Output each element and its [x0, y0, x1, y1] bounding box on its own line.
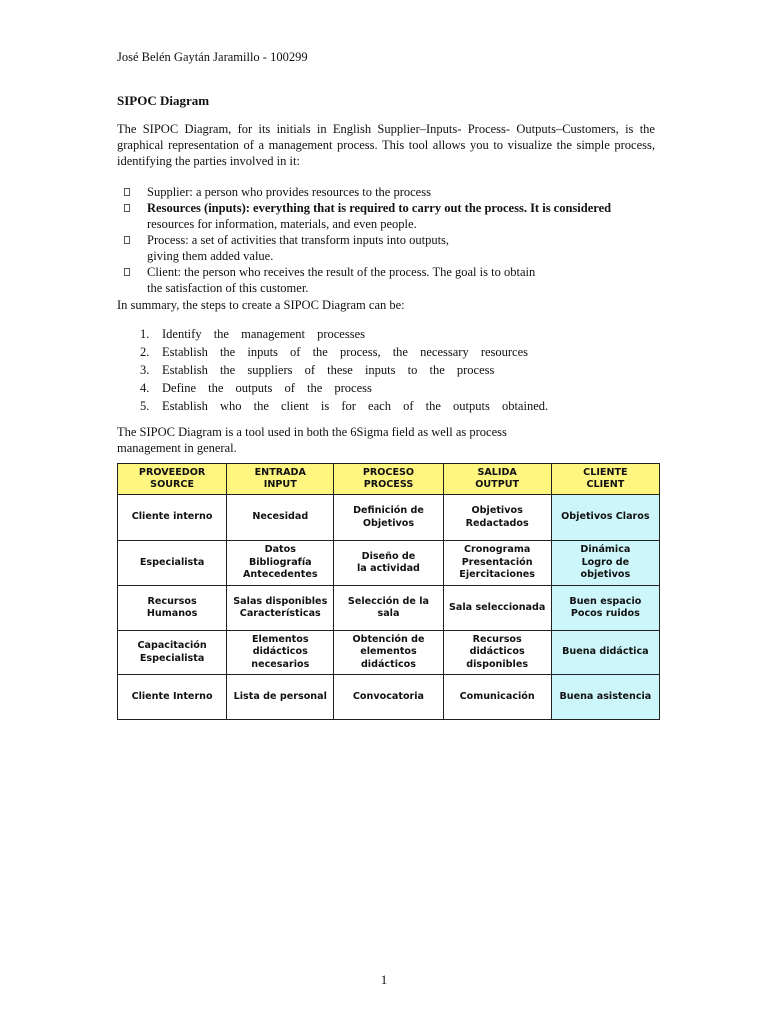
cell-text: Recursos — [472, 633, 522, 645]
column-header — [334, 464, 443, 495]
step-number: 2. — [140, 345, 150, 359]
column-header — [227, 464, 334, 495]
cell-text: Cronograma — [463, 544, 531, 556]
table-cell — [334, 586, 443, 631]
header-label: PROCESO — [362, 466, 415, 478]
table-cell — [227, 586, 334, 631]
list-item — [124, 200, 664, 232]
intro-paragraph: The SIPOC Diagram, for its initials in English Supplier–Inputs- Process- Outputs–Customers, is the graphical representation of a management process. This tool allows you to visualize the simple process, identifying the parties involved in it: — [117, 122, 655, 168]
cell-text: objetivos — [580, 569, 631, 581]
bullet-text: resources for information, materials, and even people. — [147, 217, 417, 231]
cell-text: Bibliografía — [248, 556, 312, 568]
step-number: 3. — [140, 363, 150, 377]
step-text: Establish the suppliers of these inputs to the process — [162, 363, 495, 377]
header-label: CLIENTE — [583, 466, 628, 478]
bullet-text: Process: a set of activities that transform inputs into outputs, — [147, 233, 450, 247]
summary-text: In summary, the steps to create a SIPOC Diagram can be: — [117, 298, 405, 312]
table-cell — [118, 675, 227, 720]
header-label: SALIDA — [477, 466, 517, 478]
table-cell — [227, 631, 334, 675]
table-cell — [443, 586, 551, 631]
list-item — [140, 361, 548, 379]
table-cell — [443, 675, 551, 720]
cell-text: la actividad — [357, 563, 420, 574]
table-header-row — [118, 464, 660, 495]
header-label: OUTPUT — [475, 479, 520, 490]
cell-text: Sala seleccionada — [448, 601, 546, 613]
table-body — [118, 495, 660, 720]
step-number: 4. — [140, 381, 150, 395]
cell-text: Humanos — [146, 608, 198, 619]
cell-text: Recursos — [147, 595, 197, 607]
header-label: PROVEEDOR — [138, 466, 206, 478]
table-cell — [443, 631, 551, 675]
cell-text: Cliente Interno — [131, 690, 213, 702]
cell-text: Lista de personal — [233, 690, 327, 702]
sipoc-table — [117, 463, 660, 720]
cell-text: Definición de — [353, 505, 424, 516]
list-item — [124, 184, 664, 200]
cell-text: Obtención de — [352, 633, 425, 645]
step-text: Establish who the client is for each of the outputs obtained. — [162, 399, 549, 413]
header-label: CLIENT — [586, 479, 625, 490]
cell-text: Diseño de — [361, 550, 416, 562]
step-text: Define the outputs of the process — [162, 381, 372, 395]
bullet-icon — [124, 204, 130, 212]
cell-text: Objetivos Claros — [561, 511, 650, 523]
table-cell — [443, 541, 551, 586]
bullet-text: Supplier: a person who provides resources to the process — [147, 185, 431, 199]
table-cell — [118, 541, 227, 586]
bullet-bold-text: Resources (inputs): everything that is required to carry out the process. It is considered — [147, 201, 612, 215]
table-row — [118, 675, 660, 720]
cell-text: Redactados — [465, 517, 529, 529]
table-cell — [551, 586, 659, 631]
step-number: 5. — [140, 399, 150, 413]
cell-text: Selección de la — [347, 595, 430, 607]
list-item — [124, 232, 664, 264]
table-cell — [551, 495, 659, 541]
header-label: SOURCE — [150, 479, 195, 490]
cell-text: didácticos — [252, 646, 308, 658]
table-cell — [227, 495, 334, 541]
author-line: José Belén Gaytán Jaramillo - 100299 — [117, 50, 308, 64]
cell-text: Logro de — [581, 556, 630, 568]
cell-text: Ejercitaciones — [459, 569, 536, 581]
table-cell — [443, 495, 551, 541]
bullet-icon — [124, 236, 130, 244]
table-cell — [334, 675, 443, 720]
table-cell — [551, 675, 659, 720]
cell-text: Especialista — [139, 556, 205, 568]
cell-text: Buena didáctica — [562, 646, 649, 658]
cell-text: Convocatoria — [352, 690, 425, 702]
cell-text: sala — [377, 608, 400, 619]
cell-text: Pocos ruidos — [570, 608, 640, 619]
cell-text: Cliente interno — [131, 511, 213, 523]
table-cell — [227, 675, 334, 720]
cell-text: Buena asistencia — [559, 690, 652, 702]
cell-text: necesarios — [251, 658, 310, 670]
cell-text: Presentación — [461, 556, 533, 568]
list-item — [124, 264, 664, 296]
bullet-text: Client: the person who receives the result of the process. The goal is to obtain — [147, 265, 536, 279]
column-header — [118, 464, 227, 495]
bullet-text: giving them added value. — [147, 249, 274, 263]
cell-text: Antecedentes — [243, 569, 318, 581]
cell-text: Salas disponibles — [233, 595, 328, 607]
cell-text: didácticos — [360, 658, 416, 670]
definitions-list — [124, 184, 664, 296]
table-cell — [118, 586, 227, 631]
cell-text: didácticos — [469, 646, 525, 658]
cell-text: Objetivos — [362, 517, 415, 529]
table-row — [118, 495, 660, 541]
bullet-text: the satisfaction of this customer. — [147, 281, 309, 295]
column-header — [443, 464, 551, 495]
closing-text: The SIPOC Diagram is a tool used in both the 6Sigma field as well as process management in general. — [117, 425, 507, 455]
table-row — [118, 631, 660, 675]
list-item — [140, 325, 548, 343]
list-item — [140, 397, 548, 415]
list-item — [140, 379, 548, 397]
table-cell — [551, 631, 659, 675]
page-number: 1 — [380, 972, 388, 987]
section-title: SIPOC Diagram — [117, 93, 210, 108]
cell-text: Comunicación — [459, 690, 535, 702]
table-cell — [334, 541, 443, 586]
cell-text: Especialista — [139, 652, 205, 664]
cell-text: Objetivos — [471, 505, 523, 516]
cell-text: disponibles — [466, 658, 529, 670]
table-cell — [334, 495, 443, 541]
bullet-icon — [124, 268, 130, 276]
steps-list — [140, 325, 548, 415]
table-row — [118, 586, 660, 631]
cell-text: Buen espacio — [569, 595, 642, 607]
cell-text: elementos — [360, 646, 417, 658]
table-row — [118, 541, 660, 586]
table-cell — [118, 631, 227, 675]
header-label: PROCESS — [363, 479, 414, 490]
bullet-icon — [124, 188, 130, 196]
table-cell — [118, 495, 227, 541]
list-item — [140, 343, 548, 361]
cell-text: Elementos — [251, 633, 309, 645]
column-header — [551, 464, 659, 495]
header-label: INPUT — [263, 479, 297, 490]
step-text: Establish the inputs of the process, the necessary resources — [162, 345, 529, 359]
step-text: Identify the management processes — [162, 327, 365, 341]
header-label: ENTRADA — [254, 466, 306, 478]
cell-text: Capacitación — [137, 640, 207, 651]
cell-text: Dinámica — [580, 544, 631, 556]
table-cell — [551, 541, 659, 586]
cell-text: Datos — [264, 544, 296, 556]
cell-text: Necesidad — [252, 511, 309, 523]
table-cell — [227, 541, 334, 586]
cell-text: Características — [239, 608, 321, 619]
step-number: 1. — [140, 327, 150, 341]
table-cell — [334, 631, 443, 675]
